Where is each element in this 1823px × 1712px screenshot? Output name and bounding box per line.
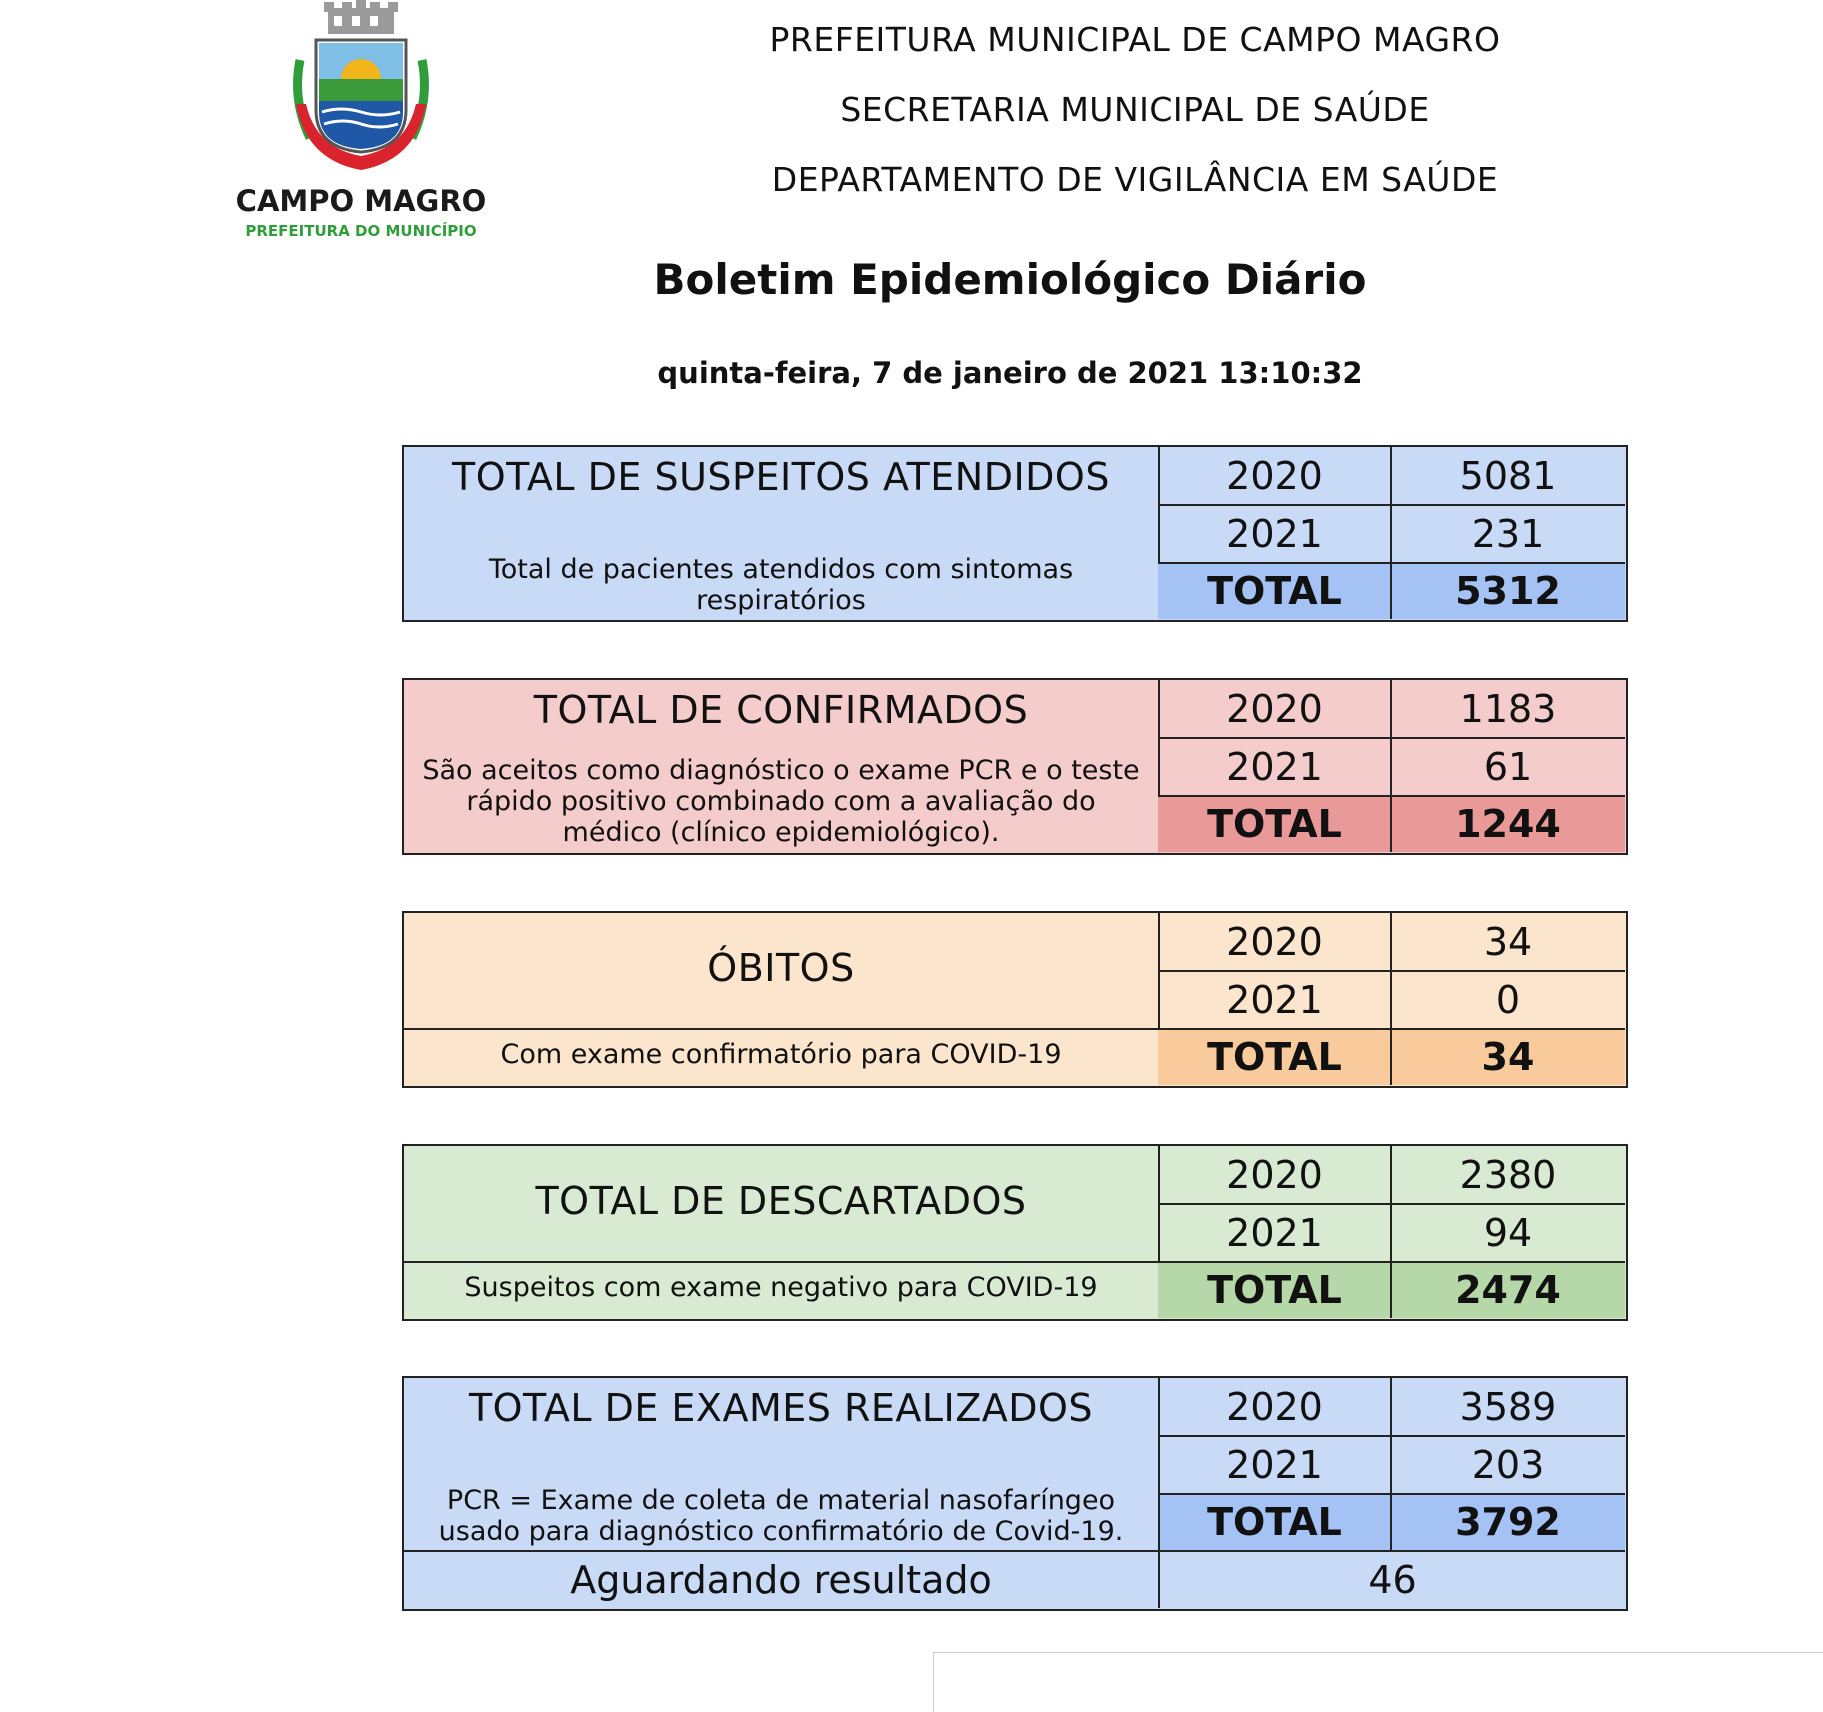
exames-description: PCR = Exame de coleta de material nasofaríngeo usado para diagnóstico confirmatório de Covid-19. (438, 1485, 1124, 1547)
confirmados-total-value: 1244 (1391, 796, 1625, 852)
header-prefeitura: PREFEITURA MUNICIPAL DE CAMPO MAGRO (769, 20, 1501, 59)
obitos-total-value: 34 (1391, 1029, 1625, 1085)
obitos-description-area (404, 913, 1160, 1085)
suspeitos-title: TOTAL DE SUSPEITOS ATENDIDOS (452, 455, 1110, 499)
descartados-year-2020: 2020 (1226, 1153, 1323, 1197)
descartados-description-area (404, 1146, 1160, 1318)
exames-year-2021: 2021 (1226, 1443, 1323, 1487)
suspeitos-year-2020: 2020 (1226, 454, 1323, 498)
logo-subtitle: PREFEITURA DO MUNICÍPIO (245, 222, 477, 240)
suspeitos-description-area (404, 447, 1160, 619)
descartados-total-value: 2474 (1391, 1262, 1625, 1318)
panel-obitos (402, 911, 1628, 1088)
exames-title: TOTAL DE EXAMES REALIZADOS (468, 1386, 1094, 1430)
obitos-description: Com exame confirmatório para COVID-19 (500, 1039, 1062, 1070)
obitos-year-2021: 2021 (1226, 978, 1323, 1022)
descartados-divider (404, 1261, 1625, 1263)
exames-total-label: TOTAL (1158, 1494, 1391, 1550)
descartados-total-label: TOTAL (1158, 1262, 1391, 1318)
exames-description-area (404, 1378, 1160, 1550)
obitos-divider (404, 1028, 1625, 1030)
suspeitos-value-2020: 5081 (1459, 454, 1557, 498)
exames-year-2020: 2020 (1226, 1385, 1323, 1429)
descartados-year-2021: 2021 (1226, 1211, 1323, 1255)
obitos-value-2020: 34 (1483, 920, 1533, 964)
panel-confirmados (402, 678, 1628, 855)
logo-name: CAMPO MAGRO (235, 184, 487, 218)
panel-descartados (402, 1144, 1628, 1321)
confirmados-value-2020: 1183 (1459, 687, 1557, 731)
header-departamento: DEPARTAMENTO DE VIGILÂNCIA EM SAÚDE (771, 160, 1499, 199)
confirmados-year-2021: 2021 (1226, 745, 1323, 789)
awaiting-results-value: 46 (1368, 1558, 1417, 1602)
confirmados-value-2021: 61 (1483, 745, 1533, 789)
suspeitos-divider (1390, 447, 1392, 619)
suspeitos-total-label: TOTAL (1158, 563, 1391, 619)
header-secretaria: SECRETARIA MUNICIPAL DE SAÚDE (840, 90, 1430, 129)
panel-exames (402, 1376, 1628, 1611)
obitos-title: ÓBITOS (707, 946, 855, 990)
exames-value-2021: 203 (1471, 1443, 1545, 1487)
report-date: quinta-feira, 7 de janeiro de 2021 13:10:32 (657, 356, 1363, 390)
confirmados-year-2020: 2020 (1226, 687, 1323, 731)
awaiting-results-label: Aguardando resultado (570, 1558, 992, 1602)
confirmados-description-area (404, 680, 1160, 852)
confirmados-total-label: TOTAL (1158, 796, 1391, 852)
descartados-value-2021: 94 (1483, 1211, 1533, 1255)
suspeitos-value-2021: 231 (1471, 512, 1545, 556)
page-corner-frame (933, 1652, 1823, 1712)
coat-of-arms-icon (266, 0, 456, 180)
confirmados-description: São aceitos como diagnóstico o exame PCR e o teste rápido positivo combinado com a avaliação do médico (clínico epidemiológico). (422, 755, 1140, 848)
obitos-divider (1390, 913, 1392, 1085)
confirmados-divider (1390, 680, 1392, 852)
descartados-description: Suspeitos com exame negativo para COVID-19 (464, 1272, 1098, 1303)
exames-value-2020: 3589 (1459, 1385, 1557, 1429)
suspeitos-total-value: 5312 (1391, 563, 1625, 619)
report-title: Boletim Epidemiológico Diário (653, 255, 1367, 304)
exames-total-value: 3792 (1391, 1494, 1625, 1550)
confirmados-title: TOTAL DE CONFIRMADOS (533, 688, 1029, 732)
obitos-value-2021: 0 (1495, 978, 1521, 1022)
exames-divider (1390, 1378, 1392, 1550)
panel-suspeitos (402, 445, 1628, 622)
suspeitos-year-2021: 2021 (1226, 512, 1323, 556)
descartados-divider (1390, 1146, 1392, 1318)
descartados-title: TOTAL DE DESCARTADOS (535, 1179, 1027, 1223)
municipality-logo (226, 0, 496, 250)
obitos-total-label: TOTAL (1158, 1029, 1391, 1085)
descartados-value-2020: 2380 (1459, 1153, 1557, 1197)
suspeitos-description: Total de pacientes atendidos com sintomas respiratórios (488, 554, 1074, 616)
obitos-year-2020: 2020 (1226, 920, 1323, 964)
